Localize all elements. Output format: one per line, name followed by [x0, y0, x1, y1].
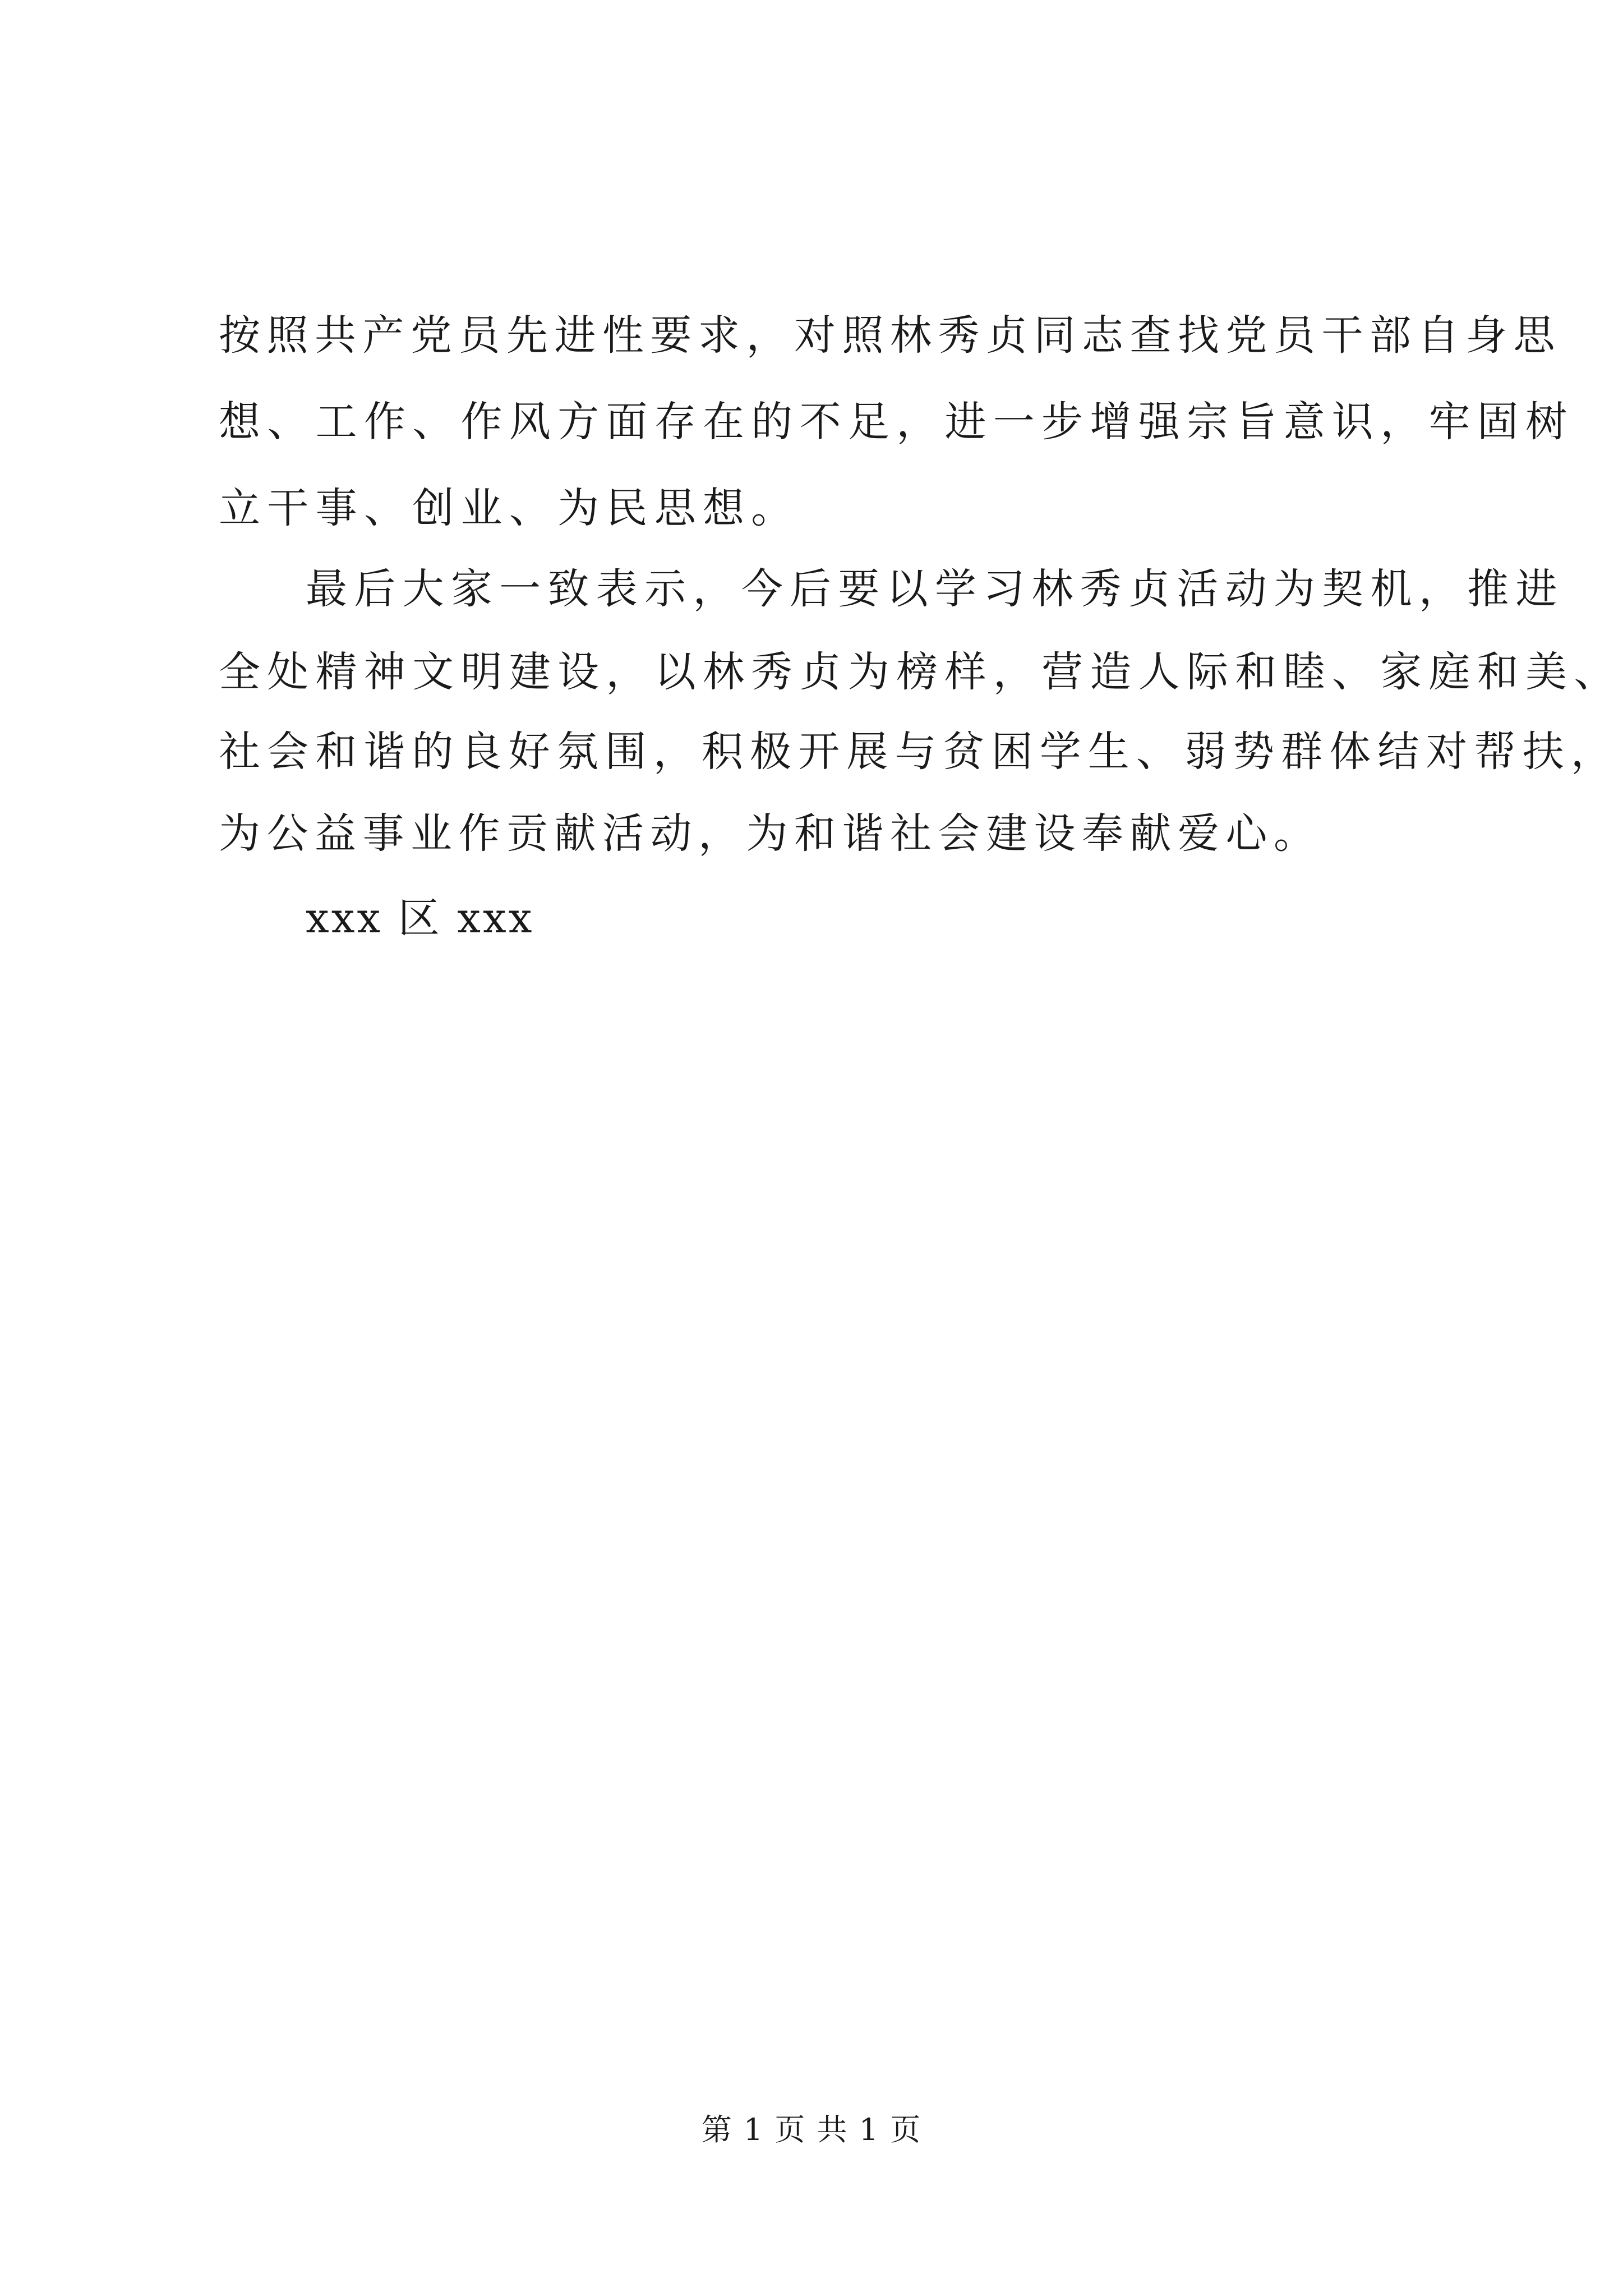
paragraph-line-2: 想、工作、作风方面存在的不足，进一步增强宗旨意识，牢固树 — [219, 398, 1574, 446]
signature: xxx 区 xxx — [306, 894, 534, 942]
paragraph-line-3: 立干事、创业、为民思想。 — [219, 484, 800, 532]
page-number-footer: 第 1 页 共 1 页 — [701, 2112, 922, 2147]
paragraph-line-4: 最后大家一致表示，今后要以学习林秀贞活动为契机，推进 — [306, 565, 1564, 613]
paragraph-line-5: 全处精神文明建设，以林秀贞为榜样，营造人际和睦、家庭和美、 — [219, 648, 1622, 696]
paragraph-line-1: 按照共产党员先进性要求，对照林秀贞同志查找党员干部自身思 — [219, 311, 1561, 360]
paragraph-line-6: 社会和谐的良好氛围，积极开展与贫困学生、弱势群体结对帮扶， — [219, 728, 1619, 776]
paragraph-line-7: 为公益事业作贡献活动，为和谐社会建设奉献爱心。 — [219, 809, 1322, 858]
